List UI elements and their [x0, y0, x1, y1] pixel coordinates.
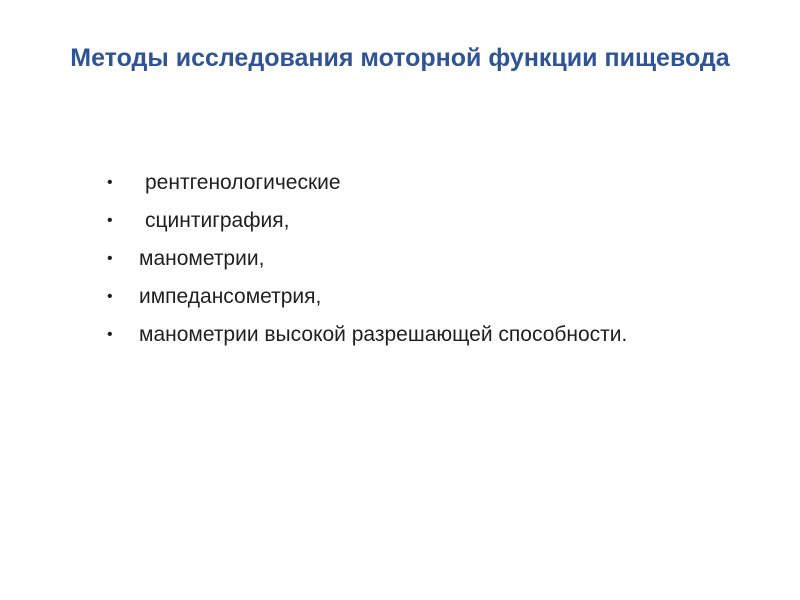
list-item-text: сцинтиграфия, [145, 209, 290, 232]
list-item-text: рентгенологические [145, 171, 341, 194]
list-item [107, 282, 667, 312]
bullet-icon: • [107, 212, 113, 229]
list-item-text: импедансометрия, [139, 285, 322, 308]
slide-title: Методы исследования моторной функции пищевода [70, 44, 730, 72]
list-item [107, 320, 667, 350]
list-item [107, 244, 667, 274]
list-item [107, 206, 667, 236]
bullet-icon: • [107, 326, 113, 343]
bullet-icon: • [107, 174, 113, 191]
bullet-list [107, 168, 667, 358]
list-item-text: манометрии высокой разрешающей способности. [139, 323, 628, 346]
list-item [107, 168, 667, 198]
bullet-icon: • [107, 250, 113, 267]
bullet-icon: • [107, 288, 113, 305]
list-item-text: манометрии, [139, 247, 265, 270]
